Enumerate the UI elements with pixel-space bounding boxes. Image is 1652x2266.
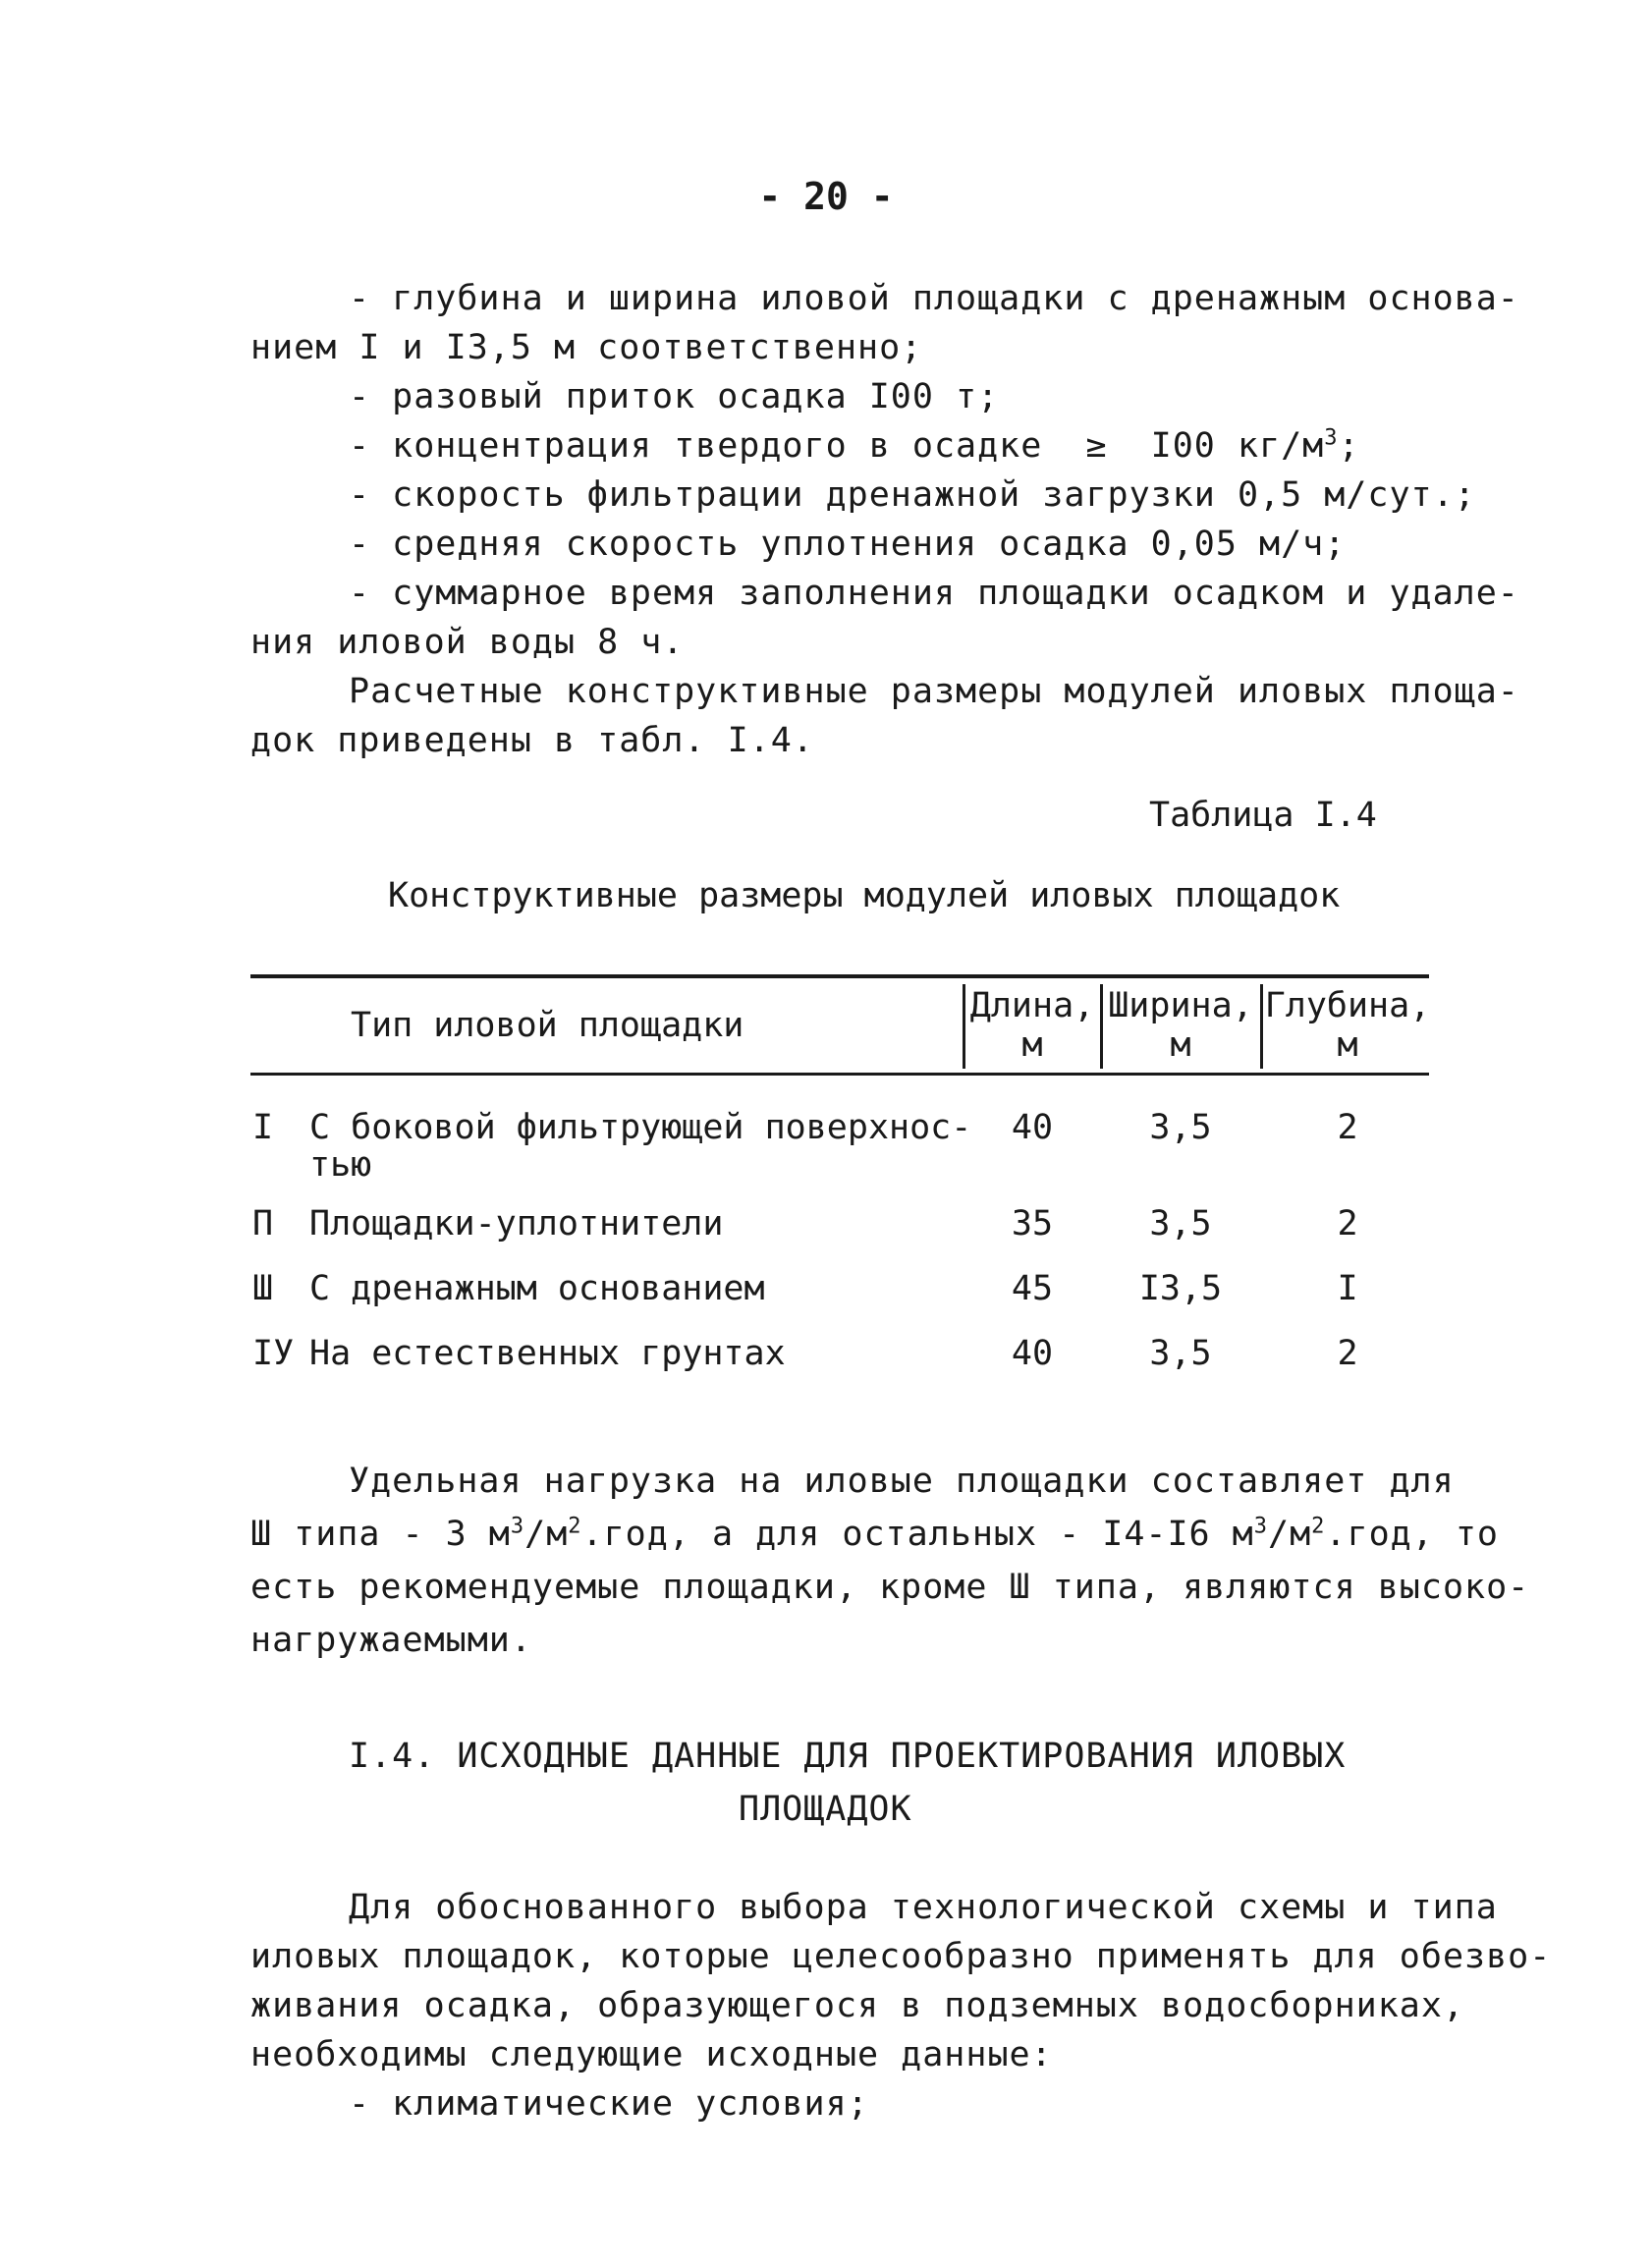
column-header-depth-unit: м xyxy=(1337,1025,1358,1065)
row-length: 45 xyxy=(1011,1269,1054,1308)
superscript: 3 xyxy=(510,1514,525,1539)
row-number: Ш xyxy=(252,1269,274,1308)
row-length: 40 xyxy=(1011,1108,1054,1147)
text-line: - суммарное время заполнения площадки осадком и удале- xyxy=(349,574,1519,613)
column-header-length-unit: м xyxy=(1021,1025,1043,1065)
column-divider xyxy=(963,984,965,1069)
text-line: нием I и I3,5 м соответственно; xyxy=(250,328,923,367)
text-span: .год, а для остальных - I4-I6 м xyxy=(581,1515,1254,1554)
row-width: 3,5 xyxy=(1149,1334,1212,1373)
text-span: Ш типа - 3 м xyxy=(250,1515,511,1554)
text-line: Удельная нагрузка на иловые площадки составляет для xyxy=(349,1462,1455,1501)
text-span: ; xyxy=(1338,426,1360,466)
row-width: 3,5 xyxy=(1149,1108,1212,1147)
superscript: 3 xyxy=(1324,425,1339,451)
table-title: Конструктивные размеры модулей иловых площадок xyxy=(388,876,1341,915)
text-line: - климатические условия; xyxy=(349,2084,869,2124)
row-width: I3,5 xyxy=(1138,1269,1223,1308)
column-divider xyxy=(1260,984,1263,1069)
text-span: - концентрация твердого в осадке ≥ I00 кг/м xyxy=(349,426,1325,466)
text-line: живания осадка, образующегося в подземных водосборниках, xyxy=(250,1986,1465,2025)
text-line: - глубина и ширина иловой площадки с дренажным основа- xyxy=(349,279,1519,318)
row-number: П xyxy=(252,1204,274,1244)
row-length: 35 xyxy=(1011,1204,1054,1244)
text-line: Расчетные конструктивные размеры модулей иловых площа- xyxy=(349,672,1519,711)
section-heading: I.4. ИСХОДНЫЕ ДАННЫЕ ДЛЯ ПРОЕКТИРОВАНИЯ ИЛОВЫХ xyxy=(349,1737,1347,1776)
row-depth: 2 xyxy=(1337,1334,1358,1373)
superscript: 3 xyxy=(1253,1514,1269,1539)
text-line: - скорость фильтрации дренажной загрузки 0,5 м/сут.; xyxy=(349,475,1476,515)
row-number: I xyxy=(252,1108,274,1147)
column-header-type: Тип иловой площадки xyxy=(351,1006,744,1045)
row-depth: I xyxy=(1337,1269,1358,1308)
column-divider xyxy=(1100,984,1103,1069)
row-type-name: С дренажным основанием xyxy=(309,1269,765,1308)
row-length: 40 xyxy=(1011,1334,1054,1373)
row-type-name-cont: тью xyxy=(309,1145,372,1185)
column-header-depth: Глубина, xyxy=(1264,986,1431,1025)
text-line xyxy=(349,424,1360,468)
table-header-rule xyxy=(250,1073,1429,1076)
row-depth: 2 xyxy=(1337,1204,1358,1244)
text-line: есть рекомендуемые площадки, кроме Ш типа, являются высоко- xyxy=(250,1568,1530,1607)
table-label: Таблица I.4 xyxy=(1149,796,1377,835)
row-depth: 2 xyxy=(1337,1108,1358,1147)
superscript: 2 xyxy=(1311,1514,1326,1539)
text-line: необходимы следующие исходные данные: xyxy=(250,2035,1053,2074)
text-line: нагружаемыми. xyxy=(250,1621,532,1660)
text-line: Для обоснованного выбора технологической схемы и типа xyxy=(349,1888,1498,1927)
text-line xyxy=(250,1513,1499,1556)
superscript: 2 xyxy=(568,1514,582,1539)
row-number: IУ xyxy=(252,1334,295,1373)
section-heading-cont: ПЛОЩАДОК xyxy=(739,1790,912,1829)
row-type-name: Площадки-уплотнители xyxy=(309,1204,724,1244)
text-line: - средняя скорость уплотнения осадка 0,05 м/ч; xyxy=(349,525,1347,564)
text-span: /м xyxy=(1268,1515,1312,1554)
text-span: .год, то xyxy=(1325,1515,1499,1554)
column-header-width-unit: м xyxy=(1170,1025,1191,1065)
row-type-name: С боковой фильтрующей поверхнос- xyxy=(309,1108,972,1147)
text-span: /м xyxy=(524,1515,569,1554)
table-top-rule xyxy=(250,974,1429,978)
text-line: ния иловой воды 8 ч. xyxy=(250,623,685,662)
column-header-length: Длина, xyxy=(969,986,1095,1025)
row-width: 3,5 xyxy=(1149,1204,1212,1244)
text-line: - разовый приток осадка I00 т; xyxy=(349,377,1000,416)
column-header-width: Ширина, xyxy=(1108,986,1253,1025)
text-line: иловых площадок, которые целесообразно применять для обезво- xyxy=(250,1937,1552,1976)
row-type-name: На естественных грунтах xyxy=(309,1334,786,1373)
text-line: док приведены в табл. I.4. xyxy=(250,721,814,760)
page-number: - 20 - xyxy=(758,175,894,218)
